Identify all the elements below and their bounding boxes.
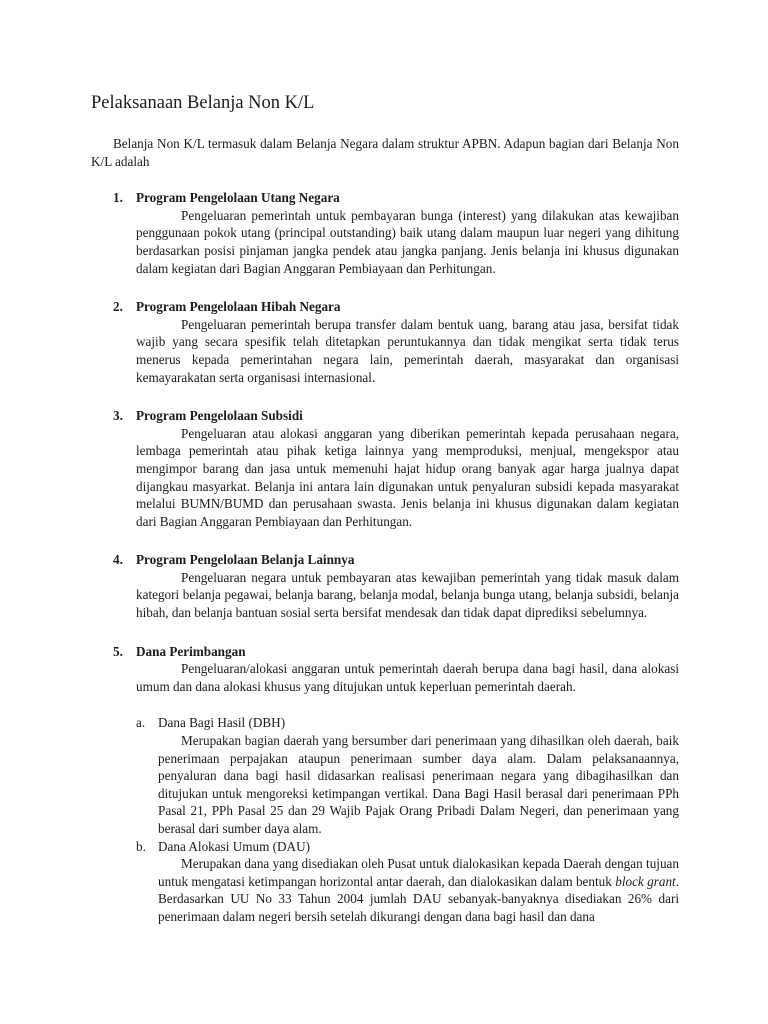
section-belanja-lainnya [91,551,679,621]
section-body: Pengeluaran atau alokasi anggaran yang diberikan pemerintah kepada perusahaan negara, lembaga pemerintah atau pihak ketiga lainnya yang memproduksi, menjual, mengekspor atau mengimpor barang dan jasa untuk memenuhi hajat hidup orang banyak agar harga jualnya dapat dijangkau masyarkat. Belanja ini antara lain digunakan untuk penyaluran subsidi kepada masyarakat melalui BUMN/BUMD dan perusahaan swasta. Jenis belanja ini khusus digunakan dalam kegiatan dari Bagian Anggaran Pembiayaan dan Perhitungan. [136,425,679,529]
subsection-dbh [91,714,679,837]
document-page [91,92,679,926]
subsection-dau [91,838,679,926]
section-dana-perimbangan [91,643,679,696]
section-heading: Program Pengelolaan Utang Negara [136,190,340,206]
subsection-body [158,855,679,925]
subsection-body: Merupakan bagian daerah yang bersumber dari penerimaan yang dihasilkan oleh daerah, baik penerimaan perpajakan ataupun penerimaan sumber daya alam. Dalam pelaksanaannya, penyaluran dana bagi hasil didasarkan realisasi penerimaan negara yang dibagihasilkan dan ditujukan untuk mengoreksi ketimpangan vertikal. Dana Bagi Hasil berasal dari penerimaan PPh Pasal 21, PPh Pasal 25 dan 29 Wajib Pajak Orang Pribadi Dalam Negeri, dan penerimaan yang berasal dari sumber daya alam. [158,733,679,836]
document-title: Pelaksanaan Belanja Non K/L [91,93,315,113]
section-number: 4. [113,552,123,568]
section-heading: Program Pengelolaan Subsidi [136,408,303,424]
subsection-body-text-continued: . Berdasarkan UU No 33 Tahun 2004 jumlah DAU sebanyak-banyaknya disediakan 26% dari penerimaan dalam negeri bersih setelah dikurangi dengan dana bagi hasil dan dana [158,873,680,924]
section-body: Pengeluaran pemerintah untuk pembayaran bunga (interest) yang dilakukan atas kewajiban penggunaan pokok utang (principal outstanding) baik utang dalam maupun luar negeri yang dihitung berdasarkan posisi pinjaman jangka pendek atau jangka panjang. Jenis belanja ini khusus digunakan dalam kegiatan dari Bagian Anggaran Pembiayaan dan Perhitungan. [136,207,679,276]
section-subsidi [91,407,679,530]
section-heading: Dana Perimbangan [136,643,246,659]
section-body: Pengeluaran/alokasi anggaran untuk pemerintah daerah berupa dana bagi hasil, dana alokasi umum dan dana alokasi khusus yang ditujukan untuk keperluan pemerintah daerah. [136,661,679,694]
section-number: 5. [113,643,123,659]
section-utang-negara [91,189,679,277]
subsection-heading: Dana Alokasi Umum (DAU) [158,838,310,854]
section-body: Pengeluaran negara untuk pembayaran atas kewajiban pemerintah yang tidak masuk dalam kategori belanja pegawai, belanja barang, belanja modal, belanja bunga utang, belanja subsidi, belanja hibah, dan belanja bantuan sosial serta bersifat mendesak dan tidak dapat diprediksi sebelumnya. [136,569,679,621]
intro-paragraph: Belanja Non K/L termasuk dalam Belanja Negara dalam struktur APBN. Adapun bagian dari Belanja Non K/L adalah [91,136,679,169]
section-number: 2. [113,299,123,315]
subsection-body-text: Merupakan dana yang disediakan oleh Pusat untuk dialokasikan kepada Daerah dengan tujuan untuk mengatasi ketimpangan horizontal antar daerah, dan dialokasikan dalam bentuk [158,856,679,889]
subsection-letter: b. [136,838,146,854]
subsection-letter: a. [136,715,146,731]
section-body: Pengeluaran pemerintah berupa transfer dalam bentuk uang, barang atau jasa, bersifat tidak wajib yang secara spesifik telah ditetapkan peruntukannya dan tidak mengikat serta tidak terus menerus kepada pemerintahan negara lain, pemerintah daerah, masyarakat dan organisasi kemayarakatan serta organisasi internasional. [136,316,679,385]
dana-perimbangan-sublist [91,714,679,925]
section-hibah-negara [91,298,679,386]
section-number: 3. [113,408,123,424]
section-heading: Program Pengelolaan Hibah Negara [136,299,341,315]
block-grant-term: block grant [615,873,676,889]
subsection-heading: Dana Bagi Hasil (DBH) [158,715,286,731]
section-number: 1. [113,190,123,206]
section-heading: Program Pengelolaan Belanja Lainnya [136,552,355,568]
